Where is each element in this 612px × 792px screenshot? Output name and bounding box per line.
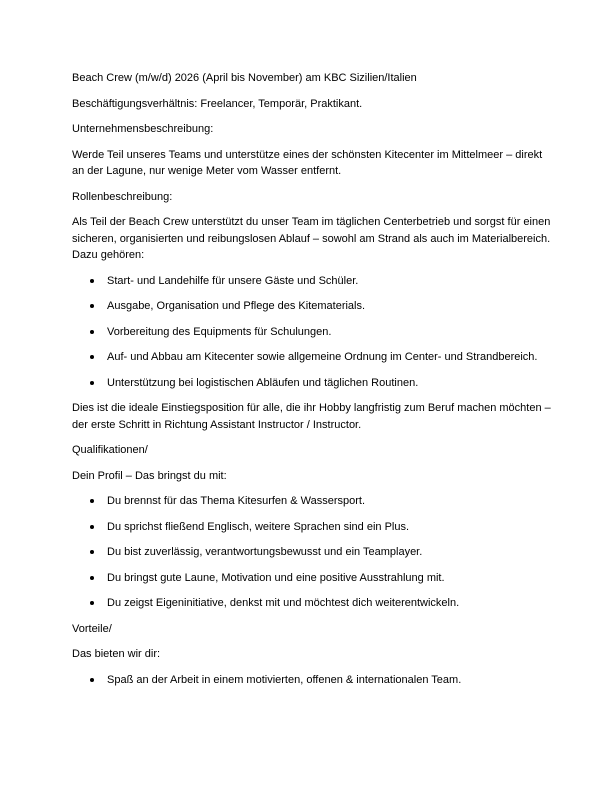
bullet-icon [90, 678, 94, 682]
bullet-icon [90, 381, 94, 385]
job-title: Beach Crew (m/w/d) 2026 (April bis November) am KBC Sizilien/Italien [72, 72, 417, 84]
list-item: Vorbereitung des Equipments für Schulungen. [72, 324, 552, 341]
document-body [72, 70, 552, 697]
bullet-icon [90, 330, 94, 334]
role-outro: Dies ist die ideale Einstiegsposition für alle, die ihr Hobby langfristig zum Beruf machen möchten – der erste Schritt in Richtung Assistant Instructor / Instructor. [72, 402, 551, 431]
bullet-icon [90, 601, 94, 605]
list-item: Ausgabe, Organisation und Pflege des Kitematerials. [72, 298, 552, 315]
company-heading: Unternehmensbeschreibung: [72, 123, 214, 135]
bullet-icon [90, 525, 94, 529]
list-item: Unterstützung bei logistischen Abläufen und täglichen Routinen. [72, 375, 552, 392]
role-heading: Rollenbeschreibung: [72, 190, 173, 203]
profile-heading: Dein Profil – Das bringst du mit: [72, 469, 227, 482]
role-intro: Als Teil der Beach Crew unterstützt du unser Team im täglichen Centerbetrieb und sorgst für einen sicheren, organisierten und reibungslosen Ablauf – sowohl am Strand als auch im Materialbereich. Dazu gehören: [72, 216, 551, 261]
list-item: Du sprichst fließend Englisch, weitere Sprachen sind ein Plus. [72, 519, 552, 536]
company-description: Werde Teil unseres Teams und unterstütze eines der schönsten Kitecenter im Mittelmeer – direkt an der Lagune, nur wenige Meter vom Wasser entfernt. [72, 148, 543, 177]
bullet-icon [90, 355, 94, 359]
bullet-icon [90, 499, 94, 503]
qualifications-heading: Qualifikationen/ [72, 444, 148, 456]
profile-list [72, 493, 552, 612]
offer-list [72, 672, 552, 689]
bullet-icon [90, 576, 94, 580]
list-item: Auf- und Abbau am Kitecenter sowie allgemeine Ordnung im Center- und Strandbereich. [72, 349, 552, 366]
employment-type: Beschäftigungsverhältnis: Freelancer, Temporär, Praktikant. [72, 97, 363, 110]
list-item: Du zeigst Eigeninitiative, denkst mit und möchtest dich weiterentwickeln. [72, 595, 552, 612]
list-item: Spaß an der Arbeit in einem motivierten, offenen & internationalen Team. [72, 672, 552, 689]
bullet-icon [90, 550, 94, 554]
list-item: Du bist zuverlässig, verantwortungsbewusst und ein Teamplayer. [72, 544, 552, 561]
list-item: Du bringst gute Laune, Motivation und eine positive Ausstrahlung mit. [72, 570, 552, 587]
list-item: Du brennst für das Thema Kitesurfen & Wassersport. [72, 493, 552, 510]
offer-heading: Das bieten wir dir: [72, 648, 161, 660]
list-item: Start- und Landehilfe für unsere Gäste und Schüler. [72, 273, 552, 290]
bullet-icon [90, 304, 94, 308]
bullet-icon [90, 279, 94, 283]
role-list [72, 273, 552, 392]
benefits-heading: Vorteile/ [72, 622, 112, 635]
